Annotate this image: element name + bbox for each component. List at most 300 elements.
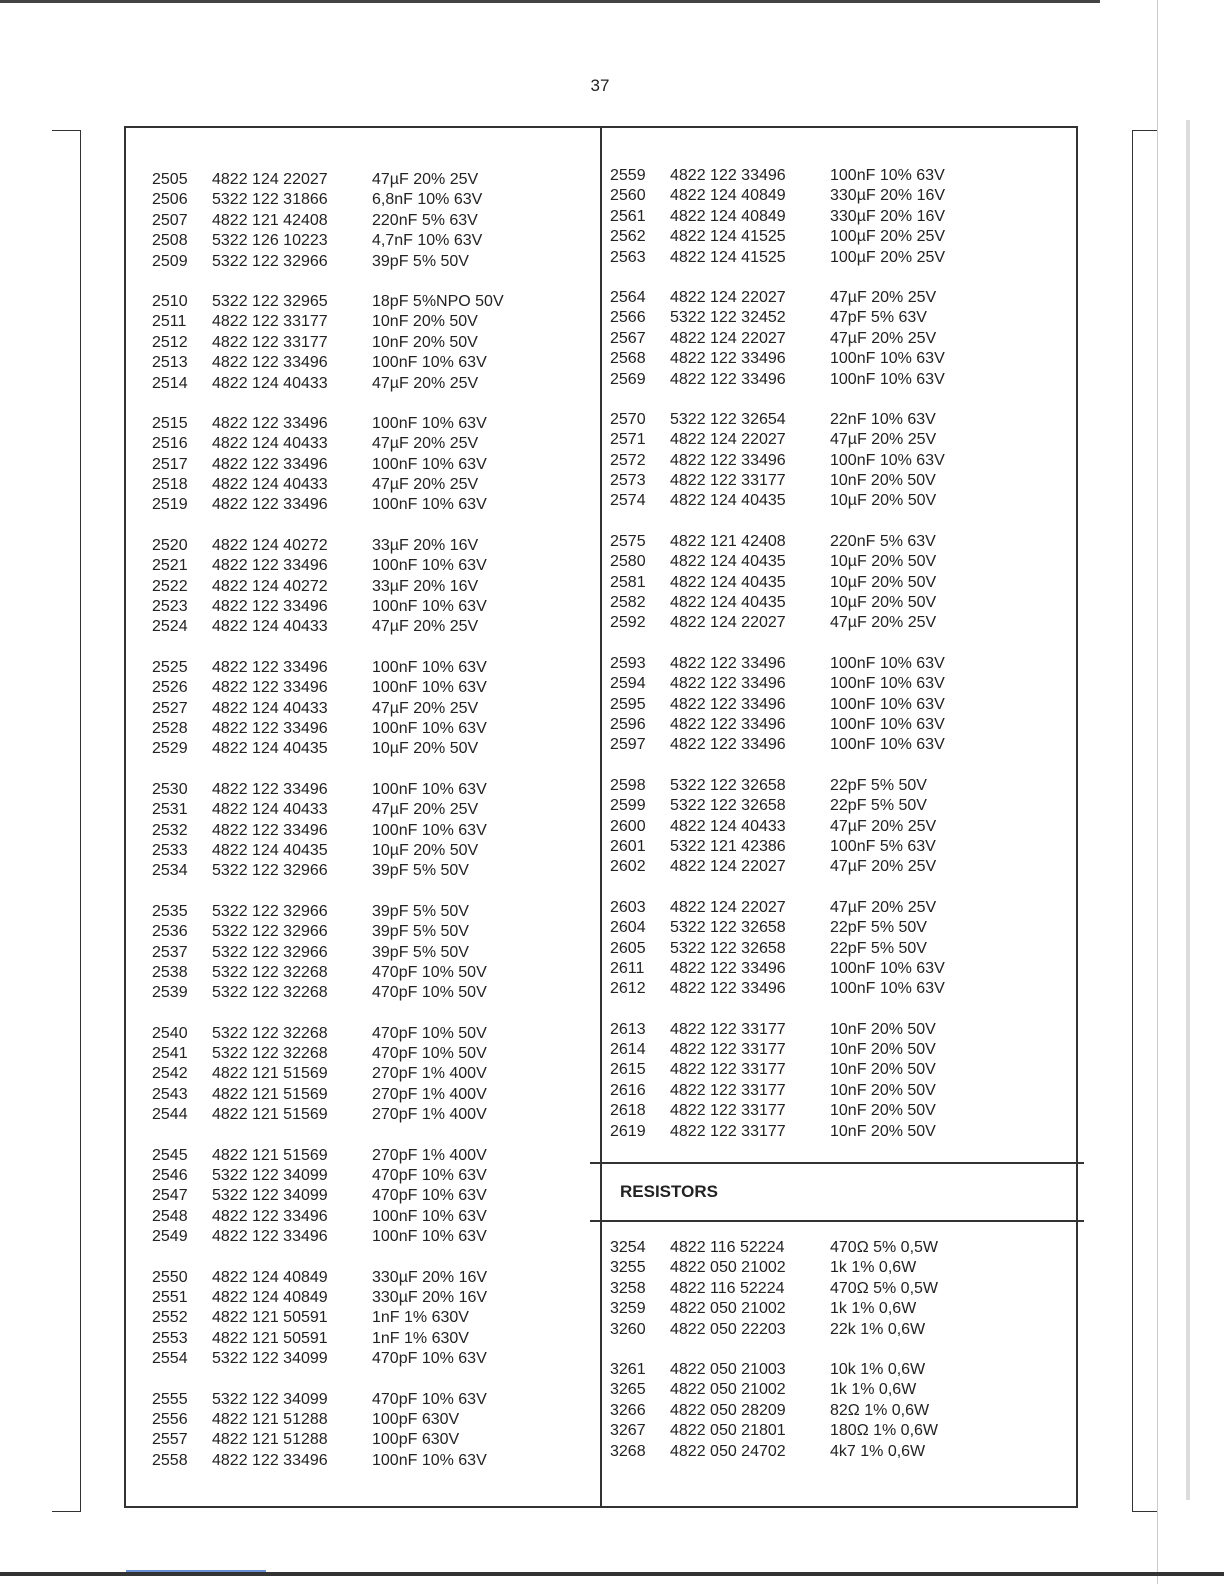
part-row	[152, 1349, 592, 1369]
part-value: 4k7 1% 0,6W	[830, 1442, 926, 1460]
part-value: 100nF 10% 63V	[372, 598, 487, 616]
ref-designator: 2553	[152, 1329, 188, 1347]
part-row	[152, 1085, 592, 1105]
ref-designator: 2534	[152, 862, 188, 880]
parts-group	[152, 1390, 592, 1472]
part-number: 4822 121 51569	[212, 1085, 328, 1103]
part-value: 82Ω 1% 0,6W	[830, 1401, 930, 1419]
part-value: 100nF 10% 63V	[830, 451, 945, 469]
part-row	[610, 227, 1070, 247]
ref-designator: 2551	[152, 1288, 188, 1306]
part-number: 4822 124 40433	[212, 618, 328, 636]
part-row	[152, 190, 592, 210]
part-value: 470pF 10% 50V	[372, 984, 487, 1002]
part-value: 47µF 20% 25V	[830, 898, 937, 916]
part-number: 5322 122 32658	[670, 919, 786, 937]
ref-designator: 2561	[610, 207, 646, 225]
part-value: 10nF 20% 50V	[372, 333, 478, 351]
part-row	[152, 739, 592, 759]
ref-designator: 2512	[152, 333, 188, 351]
part-number: 4822 122 33496	[670, 695, 786, 713]
part-number: 4822 124 41525	[670, 248, 786, 266]
ref-designator: 2528	[152, 719, 188, 737]
part-value: 100nF 10% 63V	[372, 354, 487, 372]
parts-group	[152, 536, 592, 638]
ref-designator: 2574	[610, 492, 646, 510]
part-row	[152, 170, 592, 190]
part-number: 5322 122 32658	[670, 939, 786, 957]
ref-designator: 2522	[152, 577, 188, 595]
ref-designator: 2516	[152, 435, 188, 453]
adjacent-page-edge	[1157, 0, 1224, 1584]
part-value: 10nF 20% 50V	[830, 1081, 936, 1099]
part-value: 100nF 10% 63V	[372, 414, 487, 432]
part-row	[152, 475, 592, 495]
ref-designator: 2573	[610, 472, 646, 490]
part-value: 100nF 10% 63V	[830, 167, 945, 184]
ref-designator: 2557	[152, 1431, 188, 1449]
part-value: 100nF 10% 63V	[372, 1228, 487, 1246]
part-value: 10nF 20% 50V	[830, 1102, 936, 1120]
ref-designator: 2542	[152, 1065, 188, 1083]
ref-designator: 2599	[610, 797, 646, 815]
ref-designator: 3267	[610, 1422, 646, 1440]
part-row	[610, 451, 1070, 471]
part-value: 330µF 20% 16V	[830, 207, 946, 225]
part-row	[610, 796, 1070, 816]
part-number: 4822 122 33177	[670, 1061, 786, 1079]
part-value: 470Ω 5% 0,5W	[830, 1239, 939, 1257]
part-row	[152, 1430, 592, 1450]
ref-designator: 2598	[610, 776, 646, 794]
ref-designator: 2594	[610, 675, 646, 693]
part-row	[152, 1390, 592, 1410]
parts-group	[610, 532, 1070, 634]
part-value: 22k 1% 0,6W	[830, 1320, 926, 1338]
part-number: 4822 122 33496	[212, 354, 328, 372]
part-row	[152, 1410, 592, 1430]
part-row	[610, 1299, 1070, 1319]
part-value: 47µF 20% 25V	[372, 435, 479, 453]
part-row	[610, 1320, 1070, 1340]
part-number: 4822 116 52224	[670, 1279, 785, 1297]
part-row	[152, 1064, 592, 1084]
ref-designator: 2548	[152, 1207, 188, 1225]
part-number: 4822 124 40433	[212, 374, 328, 392]
part-row	[610, 248, 1070, 268]
part-row	[610, 1122, 1070, 1142]
part-value: 39pF 5% 50V	[372, 902, 469, 920]
part-row	[152, 1227, 592, 1247]
part-number: 4822 124 40849	[670, 207, 786, 225]
part-number: 4822 124 40433	[212, 435, 328, 453]
ref-designator: 2550	[152, 1268, 188, 1286]
part-number: 4822 122 33496	[670, 715, 786, 733]
part-number: 5322 122 32268	[212, 1024, 328, 1042]
part-number: 4822 124 22027	[670, 288, 786, 306]
part-number: 4822 124 40435	[670, 492, 786, 510]
part-row	[610, 613, 1070, 633]
part-value: 100nF 10% 63V	[830, 980, 945, 998]
parts-group	[610, 776, 1070, 878]
part-number: 4822 122 33496	[670, 370, 786, 388]
resistor-list	[610, 1222, 1070, 1462]
part-row	[610, 1360, 1070, 1380]
part-number: 4822 124 22027	[670, 431, 786, 449]
capacitor-list-right	[610, 166, 1070, 1142]
ref-designator: 2603	[610, 898, 646, 916]
part-number: 4822 124 40433	[212, 801, 328, 819]
part-value: 47µF 20% 25V	[372, 801, 479, 819]
part-value: 100nF 10% 63V	[372, 557, 487, 575]
part-value: 270pF 1% 400V	[372, 1065, 487, 1083]
part-value: 10µF 20% 50V	[830, 492, 937, 510]
part-value: 330µF 20% 16V	[372, 1268, 488, 1286]
part-number: 5322 122 32966	[212, 902, 328, 920]
part-number: 4822 122 33496	[212, 1228, 328, 1246]
part-number: 4822 124 40433	[670, 817, 786, 835]
part-value: 4,7nF 10% 63V	[372, 232, 483, 250]
part-row	[610, 1401, 1070, 1421]
part-value: 22pF 5% 50V	[830, 797, 927, 815]
part-value: 10k 1% 0,6W	[830, 1360, 926, 1378]
part-value: 10µF 20% 50V	[830, 553, 937, 571]
ref-designator: 2564	[610, 288, 646, 306]
part-row	[152, 252, 592, 272]
part-number: 4822 122 33177	[670, 1081, 786, 1099]
part-row	[610, 939, 1070, 959]
part-row	[610, 1258, 1070, 1278]
ref-designator: 2513	[152, 354, 188, 372]
ref-designator: 2604	[610, 919, 646, 937]
part-number: 5322 122 32268	[212, 1045, 328, 1063]
part-row	[152, 1186, 592, 1206]
part-value: 470pF 10% 50V	[372, 1045, 487, 1063]
part-row	[610, 1380, 1070, 1400]
parts-group	[610, 410, 1070, 512]
part-number: 4822 050 24702	[670, 1442, 786, 1460]
part-number: 4822 121 42408	[212, 211, 328, 229]
ref-designator: 2612	[610, 980, 646, 998]
part-number: 4822 124 40272	[212, 536, 328, 554]
part-row	[152, 963, 592, 983]
ref-designator: 2615	[610, 1061, 646, 1079]
ref-designator: 2509	[152, 252, 188, 270]
part-number: 5322 122 32966	[212, 943, 328, 961]
parts-group	[152, 1024, 592, 1126]
part-value: 100nF 10% 63V	[830, 715, 945, 733]
ref-designator: 2570	[610, 410, 646, 428]
ref-designator: 2568	[610, 350, 646, 368]
part-row	[610, 1081, 1070, 1101]
part-value: 100nF 5% 63V	[830, 837, 936, 855]
part-number: 5322 122 34099	[212, 1167, 328, 1185]
part-value: 100nF 10% 63V	[372, 496, 487, 514]
part-value: 10µF 20% 50V	[830, 573, 937, 591]
ref-designator: 2540	[152, 1024, 188, 1042]
part-value: 39pF 5% 50V	[372, 943, 469, 961]
part-value: 100nF 10% 63V	[372, 821, 487, 839]
part-row	[610, 166, 1070, 186]
ref-designator: 2525	[152, 658, 188, 676]
part-row	[152, 1451, 592, 1471]
part-value: 100nF 10% 63V	[830, 959, 945, 977]
ref-designator: 3260	[610, 1320, 646, 1338]
parts-group	[610, 288, 1070, 390]
part-value: 22pF 5% 50V	[830, 919, 927, 937]
part-value: 6,8nF 10% 63V	[372, 191, 483, 209]
part-value: 10µF 20% 50V	[372, 841, 479, 859]
part-value: 33µF 20% 16V	[372, 536, 479, 554]
page-number: 37	[590, 76, 610, 95]
part-value: 1k 1% 0,6W	[830, 1381, 917, 1399]
part-row	[610, 532, 1070, 552]
part-number: 4822 121 51569	[212, 1106, 328, 1124]
part-value: 470pF 10% 63V	[372, 1350, 487, 1368]
ref-designator: 2616	[610, 1081, 646, 1099]
part-row	[152, 699, 592, 719]
ref-designator: 3265	[610, 1381, 646, 1399]
right-parts-column	[610, 166, 1070, 1482]
part-value: 1nF 1% 630V	[372, 1329, 469, 1347]
parts-group	[610, 654, 1070, 756]
part-number: 4822 122 33177	[670, 1041, 786, 1059]
part-value: 270pF 1% 400V	[372, 1106, 487, 1124]
resistors-section	[600, 1162, 1074, 1222]
ref-designator: 2524	[152, 618, 188, 636]
part-value: 470Ω 5% 0,5W	[830, 1279, 939, 1297]
ref-designator: 2593	[610, 654, 646, 672]
ref-designator: 2505	[152, 171, 188, 188]
parts-group	[610, 166, 1070, 268]
part-number: 4822 122 33496	[212, 719, 328, 737]
part-value: 39pF 5% 50V	[372, 923, 469, 941]
part-number: 5322 122 32966	[212, 923, 328, 941]
part-number: 4822 122 33496	[212, 557, 328, 575]
ref-designator: 2601	[610, 837, 646, 855]
parts-list-frame	[124, 126, 1078, 1508]
part-value: 100nF 10% 63V	[830, 370, 945, 388]
part-number: 4822 124 22027	[670, 898, 786, 916]
part-row	[152, 1044, 592, 1064]
ref-designator: 2533	[152, 841, 188, 859]
part-value: 100µF 20% 25V	[830, 228, 946, 246]
ref-designator: 2569	[610, 370, 646, 388]
part-row	[610, 573, 1070, 593]
part-value: 470pF 10% 63V	[372, 1167, 487, 1185]
part-number: 4822 122 33496	[670, 654, 786, 672]
part-value: 100nF 10% 63V	[372, 1207, 487, 1225]
part-number: 4822 121 50591	[212, 1329, 328, 1347]
ref-designator: 2506	[152, 191, 188, 209]
part-row	[610, 1442, 1070, 1462]
part-row	[610, 288, 1070, 308]
part-row	[152, 678, 592, 698]
part-number: 4822 122 33177	[670, 1122, 786, 1140]
part-row	[152, 983, 592, 1003]
part-row	[610, 1040, 1070, 1060]
part-value: 470pF 10% 50V	[372, 963, 487, 981]
part-value: 10nF 20% 50V	[830, 1122, 936, 1140]
part-value: 10nF 20% 50V	[830, 472, 936, 490]
part-number: 5322 122 34099	[212, 1187, 328, 1205]
part-row	[152, 333, 592, 353]
ref-designator: 2614	[610, 1041, 646, 1059]
left-parts-column	[152, 170, 592, 1491]
part-value: 39pF 5% 50V	[372, 252, 469, 270]
part-number: 4822 122 33496	[212, 679, 328, 697]
part-number: 4822 122 33496	[212, 658, 328, 676]
ref-designator: 2552	[152, 1309, 188, 1327]
ref-designator: 2517	[152, 455, 188, 473]
part-row	[152, 1166, 592, 1186]
parts-group	[610, 1360, 1070, 1462]
ref-designator: 2560	[610, 187, 646, 205]
part-row	[152, 1329, 592, 1349]
part-row	[152, 617, 592, 637]
part-row	[152, 902, 592, 922]
part-row	[152, 434, 592, 454]
part-value: 270pF 1% 400V	[372, 1085, 487, 1103]
ref-designator: 2537	[152, 943, 188, 961]
part-number: 4822 121 51288	[212, 1410, 328, 1428]
part-row	[610, 918, 1070, 938]
part-row	[152, 841, 592, 861]
part-value: 270pF 1% 400V	[372, 1146, 487, 1164]
part-row	[610, 898, 1070, 918]
part-row	[610, 837, 1070, 857]
part-number: 4822 122 33496	[212, 821, 328, 839]
part-row	[152, 1288, 592, 1308]
part-row	[610, 471, 1070, 491]
part-number: 5322 122 32965	[212, 292, 328, 310]
part-row	[152, 658, 592, 678]
part-row	[152, 1268, 592, 1288]
part-row	[610, 329, 1070, 349]
part-number: 4822 124 40849	[212, 1268, 328, 1286]
ref-designator: 2549	[152, 1228, 188, 1246]
part-value: 47µF 20% 25V	[830, 329, 937, 347]
part-value: 47µF 20% 25V	[372, 171, 479, 188]
part-row	[610, 186, 1070, 206]
part-row	[152, 374, 592, 394]
part-row	[152, 495, 592, 515]
ref-designator: 2530	[152, 780, 188, 798]
ref-designator: 2520	[152, 536, 188, 554]
parts-group	[610, 1238, 1070, 1340]
part-number: 4822 124 40849	[212, 1288, 328, 1306]
ref-designator: 2595	[610, 695, 646, 713]
part-number: 4822 124 40435	[670, 553, 786, 571]
part-number: 4822 050 21801	[670, 1422, 786, 1440]
part-row	[152, 211, 592, 231]
part-value: 100nF 10% 63V	[372, 780, 487, 798]
part-row	[610, 1020, 1070, 1040]
ref-designator: 2511	[152, 313, 187, 331]
parts-group	[152, 292, 592, 394]
ref-designator: 3261	[610, 1360, 646, 1378]
part-number: 4822 122 33496	[670, 167, 786, 184]
part-row	[610, 695, 1070, 715]
part-row	[610, 370, 1070, 390]
parts-group	[610, 1020, 1070, 1142]
ref-designator: 2581	[610, 573, 646, 591]
part-number: 4822 122 33496	[212, 780, 328, 798]
part-value: 22nF 10% 63V	[830, 410, 936, 428]
part-row	[610, 1238, 1070, 1258]
part-number: 4822 050 21002	[670, 1381, 786, 1399]
parts-group	[152, 902, 592, 1004]
part-value: 100nF 10% 63V	[830, 675, 945, 693]
part-row	[152, 800, 592, 820]
part-number: 4822 121 51569	[212, 1065, 328, 1083]
part-value: 47pF 5% 63V	[830, 309, 927, 327]
part-value: 47µF 20% 25V	[830, 817, 937, 835]
part-number: 4822 121 51288	[212, 1431, 328, 1449]
ref-designator: 2541	[152, 1045, 188, 1063]
parts-group	[152, 170, 592, 272]
ref-designator: 2523	[152, 598, 188, 616]
part-value: 47µF 20% 25V	[372, 699, 479, 717]
part-row	[152, 1308, 592, 1328]
parts-group	[152, 414, 592, 516]
part-number: 4822 122 33177	[670, 1020, 786, 1038]
part-number: 5322 122 32658	[670, 776, 786, 794]
part-row	[610, 430, 1070, 450]
ref-designator: 2618	[610, 1102, 646, 1120]
ref-designator: 2515	[152, 414, 188, 432]
ref-designator: 2562	[610, 228, 646, 246]
part-number: 4822 124 22027	[670, 329, 786, 347]
part-value: 47µF 20% 25V	[372, 618, 479, 636]
part-value: 10µF 20% 50V	[372, 740, 479, 758]
part-number: 5322 122 32966	[212, 252, 328, 270]
ref-designator: 3254	[610, 1239, 646, 1257]
ref-designator: 2529	[152, 740, 188, 758]
part-row	[610, 776, 1070, 796]
part-value: 10nF 20% 50V	[372, 313, 478, 331]
part-row	[610, 491, 1070, 511]
part-number: 4822 050 21002	[670, 1259, 786, 1277]
part-row	[152, 536, 592, 556]
ref-designator: 2605	[610, 939, 646, 957]
part-value: 10nF 20% 50V	[830, 1020, 936, 1038]
part-value: 100µF 20% 25V	[830, 248, 946, 266]
ref-designator: 2600	[610, 817, 646, 835]
part-value: 33µF 20% 16V	[372, 577, 479, 595]
ref-designator: 2547	[152, 1187, 188, 1205]
part-number: 5322 121 42386	[670, 837, 786, 855]
part-number: 4822 124 22027	[670, 614, 786, 632]
part-row	[152, 922, 592, 942]
part-number: 4822 122 33496	[212, 496, 328, 514]
ref-designator: 2532	[152, 821, 188, 839]
part-number: 4822 124 40435	[212, 740, 328, 758]
part-row	[152, 821, 592, 841]
part-number: 4822 116 52224	[670, 1239, 785, 1257]
ref-designator: 2580	[610, 553, 646, 571]
part-value: 47µF 20% 25V	[830, 858, 937, 876]
part-number: 4822 121 51569	[212, 1146, 328, 1164]
bottom-scan-edge	[0, 1572, 1224, 1576]
part-row	[152, 312, 592, 332]
part-number: 4822 122 33177	[670, 472, 786, 490]
part-row	[152, 1024, 592, 1044]
part-row	[152, 577, 592, 597]
ref-designator: 3268	[610, 1442, 646, 1460]
part-number: 5322 126 10223	[212, 232, 328, 250]
part-number: 4822 124 40435	[670, 594, 786, 612]
